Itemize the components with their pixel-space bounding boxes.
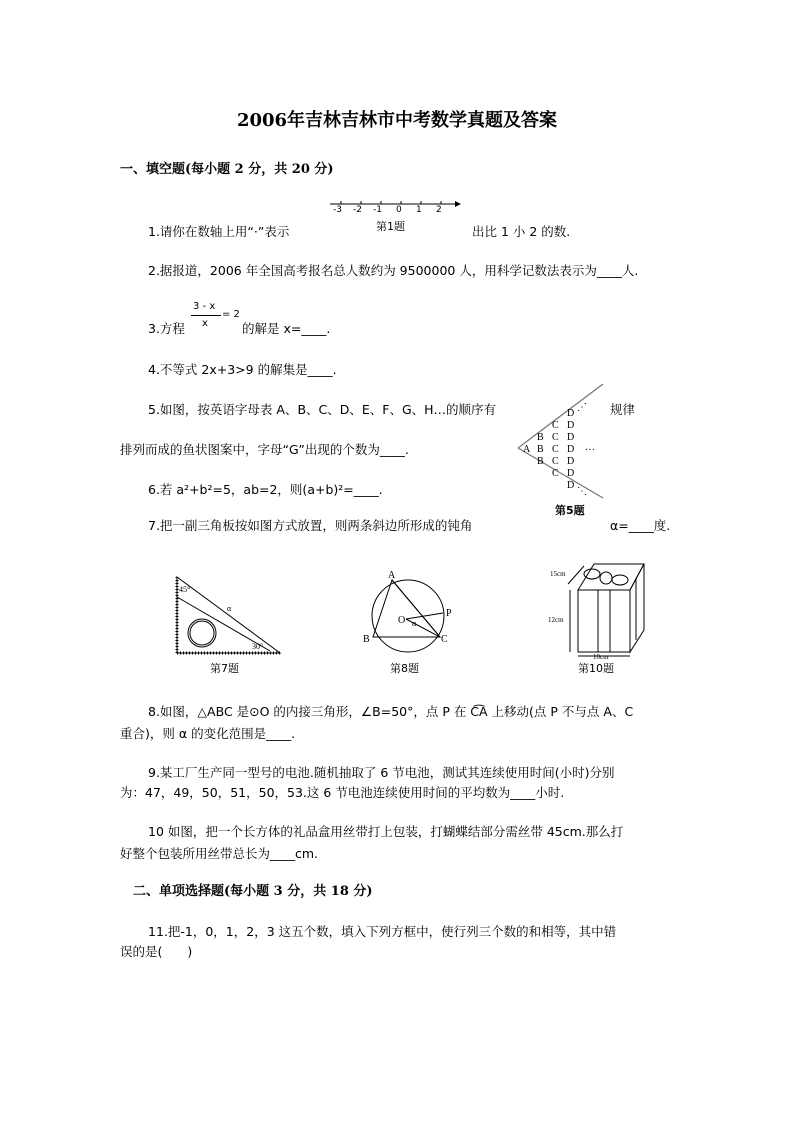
svg-text:C: C (552, 444, 559, 455)
svg-text:A: A (523, 444, 531, 455)
question-7-answer: α=____度. (610, 518, 671, 533)
figure-caption: 第7题 (210, 662, 239, 675)
svg-text:C: C (552, 468, 559, 479)
svg-text:…: … (585, 442, 595, 453)
figure-caption: 第5题 (555, 504, 585, 517)
question-4: 4.不等式 2x+3>9 的解集是____. (148, 362, 337, 377)
fraction-bar (191, 315, 221, 316)
question-9-text-2: 为：47，49，50，51，50，53.这 6 节电池连续使用时间的平均数为____小时. (120, 785, 565, 800)
svg-text:C: C (552, 432, 559, 443)
question-3-label: 3.方程 (148, 321, 185, 336)
question-11-text: 11.把-1，0，1，2，3 这五个数，填入下列方框中，使行列三个数的和相等，其中错 (148, 924, 617, 939)
depth-label: 15cm (550, 570, 566, 578)
svg-text:C: C (552, 456, 559, 467)
point-c-label: C (441, 634, 448, 645)
point-p-label: P (446, 608, 452, 619)
question-8-text: 8.如图，△ABC 是⊙O 的内接三角形，∠B=50°，点 P 在 C͡A 上移动(点 P 不与点 A、C (148, 704, 634, 719)
height-label: 12cm (548, 616, 564, 624)
width-label: 10cm (593, 653, 609, 660)
svg-text:⋱: ⋱ (577, 486, 587, 497)
svg-text:D: D (567, 468, 575, 479)
tick-label: 0 (396, 205, 402, 215)
svg-text:B: B (537, 432, 544, 443)
angle-45-label: 45° (179, 585, 191, 594)
alpha-label: α (412, 619, 417, 628)
gift-box-figure (548, 560, 648, 660)
question-7-text: 7.把一副三角板按如图方式放置，则两条斜边所形成的钝角 (148, 518, 473, 533)
triangle-rulers-figure (172, 575, 284, 657)
svg-text:B: B (537, 444, 544, 455)
section-2-heading: 二、单项选择题(每小题 3 分，共 18 分) (133, 884, 373, 899)
question-11-text-2: 误的是( ) (120, 944, 193, 959)
question-10-text: 10 如图，把一个长方体的礼品盒用丝带打上包装，打蝴蝶结部分需丝带 45cm.那么打 (148, 824, 624, 839)
question-1-text-end: 出比 1 小 2 的数. (472, 224, 571, 239)
equation-rhs: = 2 (222, 309, 240, 320)
point-o-label: O (398, 615, 406, 626)
question-3-text: 的解是 x=____. (242, 321, 331, 336)
tick-label: 2 (436, 205, 442, 215)
figure-caption: 第1题 (376, 220, 405, 233)
svg-text:D: D (567, 480, 575, 491)
svg-text:D: D (567, 420, 575, 431)
section-1-heading: 一、填空题(每小题 2 分，共 20 分) (120, 162, 334, 177)
question-9-text: 9.某工厂生产同一型号的电池.随机抽取了 6 节电池，测试其连续使用时间(小时)分别 (148, 765, 615, 780)
question-1-text: 1.请你在数轴上用“·”表示 (148, 224, 290, 239)
svg-text:D: D (567, 432, 575, 443)
point-b-label: B (363, 634, 370, 645)
question-2: 2.据报道，2006 年全国高考报名总人数约为 9500000 人，用科学记数法表示为____人. (148, 263, 639, 278)
question-10-text-2: 好整个包装所用丝带总长为____cm. (120, 846, 319, 861)
point-a-label: A (388, 570, 396, 581)
svg-text:B: B (537, 456, 544, 467)
svg-text:D: D (567, 444, 575, 455)
fraction-numerator: 3 - x (193, 301, 216, 312)
tick-label: 1 (416, 205, 422, 215)
alpha-label: α (227, 604, 232, 613)
svg-text:C: C (552, 420, 559, 431)
figure-caption: 第8题 (390, 662, 419, 675)
tick-label: -2 (353, 205, 362, 215)
svg-text:D: D (567, 456, 575, 467)
figure-caption: 第10题 (578, 662, 614, 675)
question-5-text: 5.如图，按英语字母表 A、B、C、D、E、F、G、H…的顺序有 (148, 402, 497, 417)
question-8-text-2: 重合)，则 α 的变化范围是____. (120, 726, 296, 741)
fraction-denominator: x (202, 318, 208, 329)
number-line-figure (325, 198, 465, 220)
angle-30-label: 30° (252, 642, 264, 651)
fish-pattern-figure (515, 382, 605, 500)
question-6: 6.若 a²+b²=5，ab=2，则(a+b)²=____. (148, 482, 383, 497)
page-title: 2006年吉林吉林市中考数学真题及答案 (236, 110, 558, 131)
question-5-text-2: 排列而成的鱼状图案中，字母“G”出现的个数为____. (120, 442, 409, 457)
tick-label: -3 (333, 205, 342, 215)
svg-text:⋰: ⋰ (577, 402, 587, 413)
svg-text:D: D (567, 408, 575, 419)
circle-triangle-figure (360, 570, 460, 660)
question-5-text-right: 规律 (610, 402, 636, 417)
tick-label: -1 (373, 205, 382, 215)
